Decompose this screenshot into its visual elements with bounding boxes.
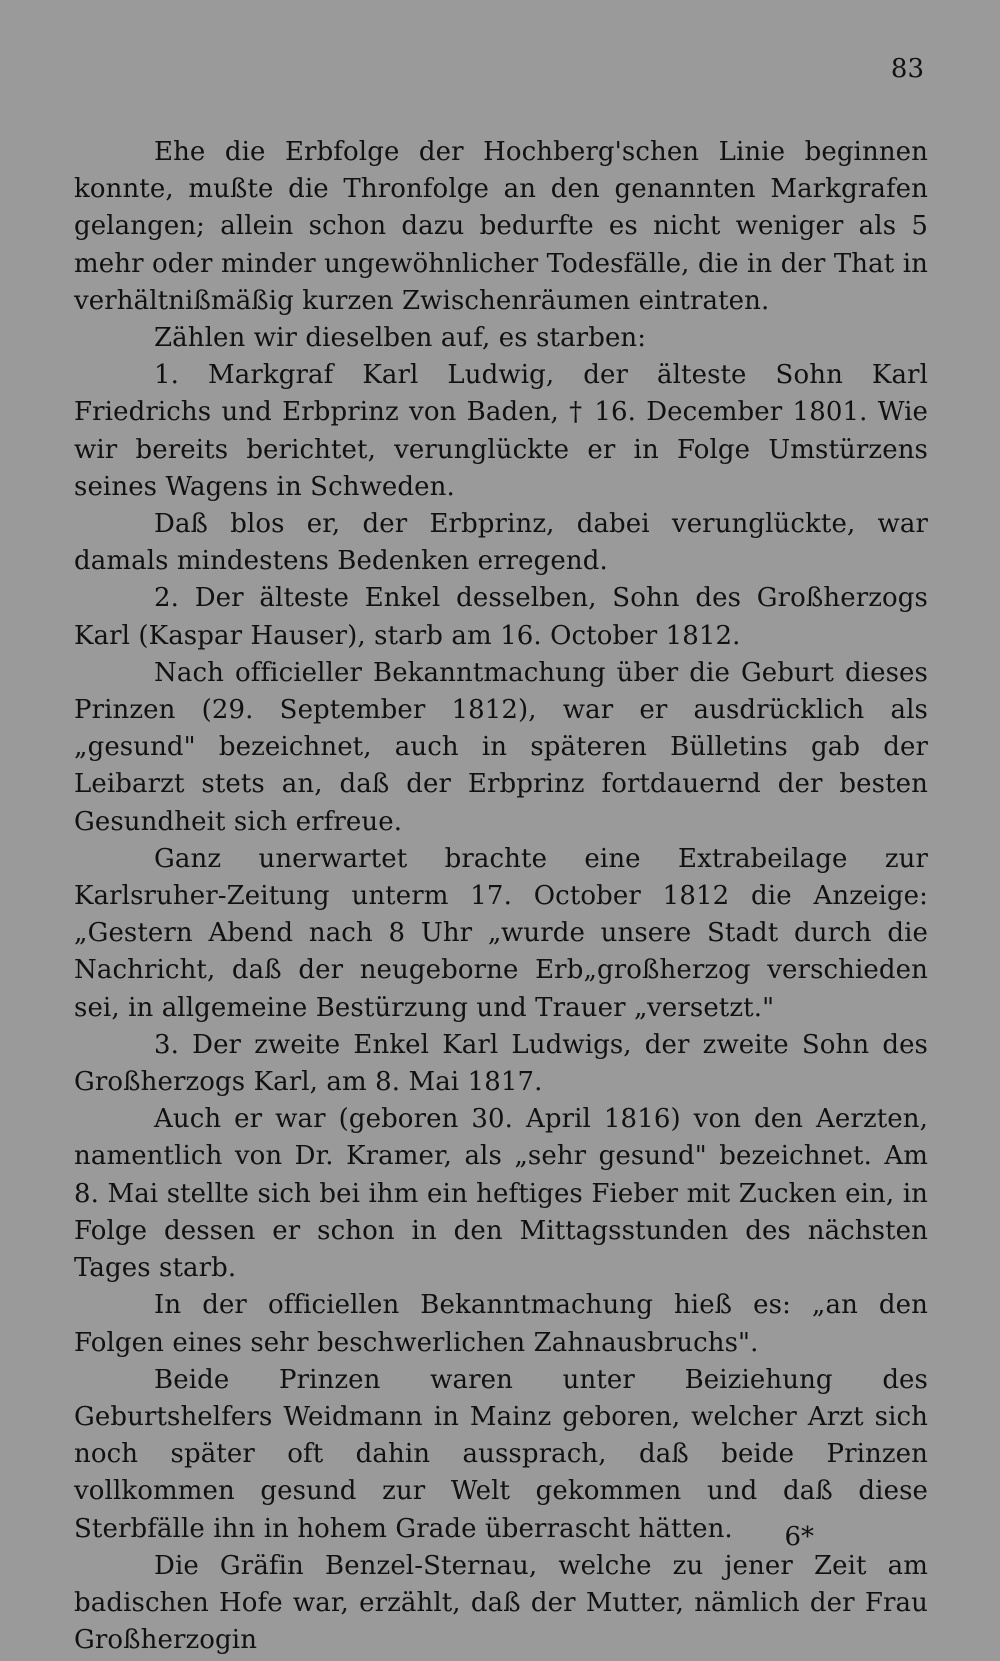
paragraph: Beide Prinzen waren unter Beiziehung des Geburtshelfers Weidmann in Mainz geboren, welcher Arzt sich noch später oft dahin aussprach, daß beide Prinzen vollkommen gesund zur Welt gekommen und daß diese Sterbfälle ihn in hohem Grade überrascht hätten. bbox=[74, 1364, 928, 1544]
paragraph: Auch er war (geboren 30. April 1816) von den Aerzten, namentlich von Dr. Kramer, als „sehr gesund" bezeichnet. Am 8. Mai stellte sich bei ihm ein heftiges Fieber mit Zucken ein, in Folge dessen er schon in den Mittagsstunden des nächsten Tages starb. bbox=[74, 1104, 928, 1284]
paragraph: Ganz unerwartet brachte eine Extrabeilage zur Karlsruher-Zeitung unterm 17. October 1812 die Anzeige: „Gestern Abend nach 8 Uhr „wurde unsere Stadt durch die Nachricht, daß der neugeborne Erb„großherzog verschieden sei, in allgemeine Bestürzung und Trauer „versetzt." bbox=[74, 843, 928, 1023]
page-number: 83 bbox=[890, 54, 924, 84]
paragraph: Zählen wir dieselben auf, es starben: bbox=[154, 323, 647, 354]
paragraph: Die Gräfin Benzel-Sternau, welche zu jener Zeit am badischen Hofe war, erzählt, daß der Mutter, nämlich der Frau Großherzogin bbox=[74, 1550, 928, 1656]
signature-mark: 6* bbox=[784, 1522, 814, 1552]
paragraph: In der officiellen Bekanntmachung hieß es: „an den Folgen eines sehr beschwerlichen Zahnausbruchs". bbox=[74, 1290, 928, 1358]
paragraph: Nach officieller Bekanntmachung über die Geburt dieses Prinzen (29. September 1812), war er ausdrücklich als „gesund" bezeichnet, auch in späteren Bülletins gab der Leibarzt stets an, daß der Erbprinz fortdauernd der besten Gesundheit sich erfreue. bbox=[74, 657, 928, 837]
paragraph: Ehe die Erbfolge der Hochberg'schen Linie beginnen konnte, mußte die Thronfolge an den genannten Markgrafen gelangen; allein schon dazu bedurfte es nicht weniger als 5 mehr oder minder ungewöhnlicher Todesfälle, die in der That in verhältnißmäßig kurzen Zwischenräumen eintraten. bbox=[74, 137, 928, 316]
paragraph: 3. Der zweite Enkel Karl Ludwigs, der zweite Sohn des Großherzogs Karl, am 8. Mai 1817. bbox=[74, 1029, 928, 1098]
paragraph: 1. Markgraf Karl Ludwig, der älteste Sohn Karl Friedrichs und Erbprinz von Baden, † 16. December 1801. Wie wir bereits berichtet, verunglückte er in Folge Umstürzens seines Wagens in Schweden. bbox=[74, 360, 928, 502]
body-text bbox=[74, 134, 928, 1659]
paragraph: 2. Der älteste Enkel desselben, Sohn des Großherzogs Karl (Kaspar Hauser), starb am 16. October 1812. bbox=[74, 583, 928, 651]
paragraph: Daß blos er, der Erbprinz, dabei verunglückte, war damals mindestens Bedenken erregend. bbox=[74, 509, 928, 577]
